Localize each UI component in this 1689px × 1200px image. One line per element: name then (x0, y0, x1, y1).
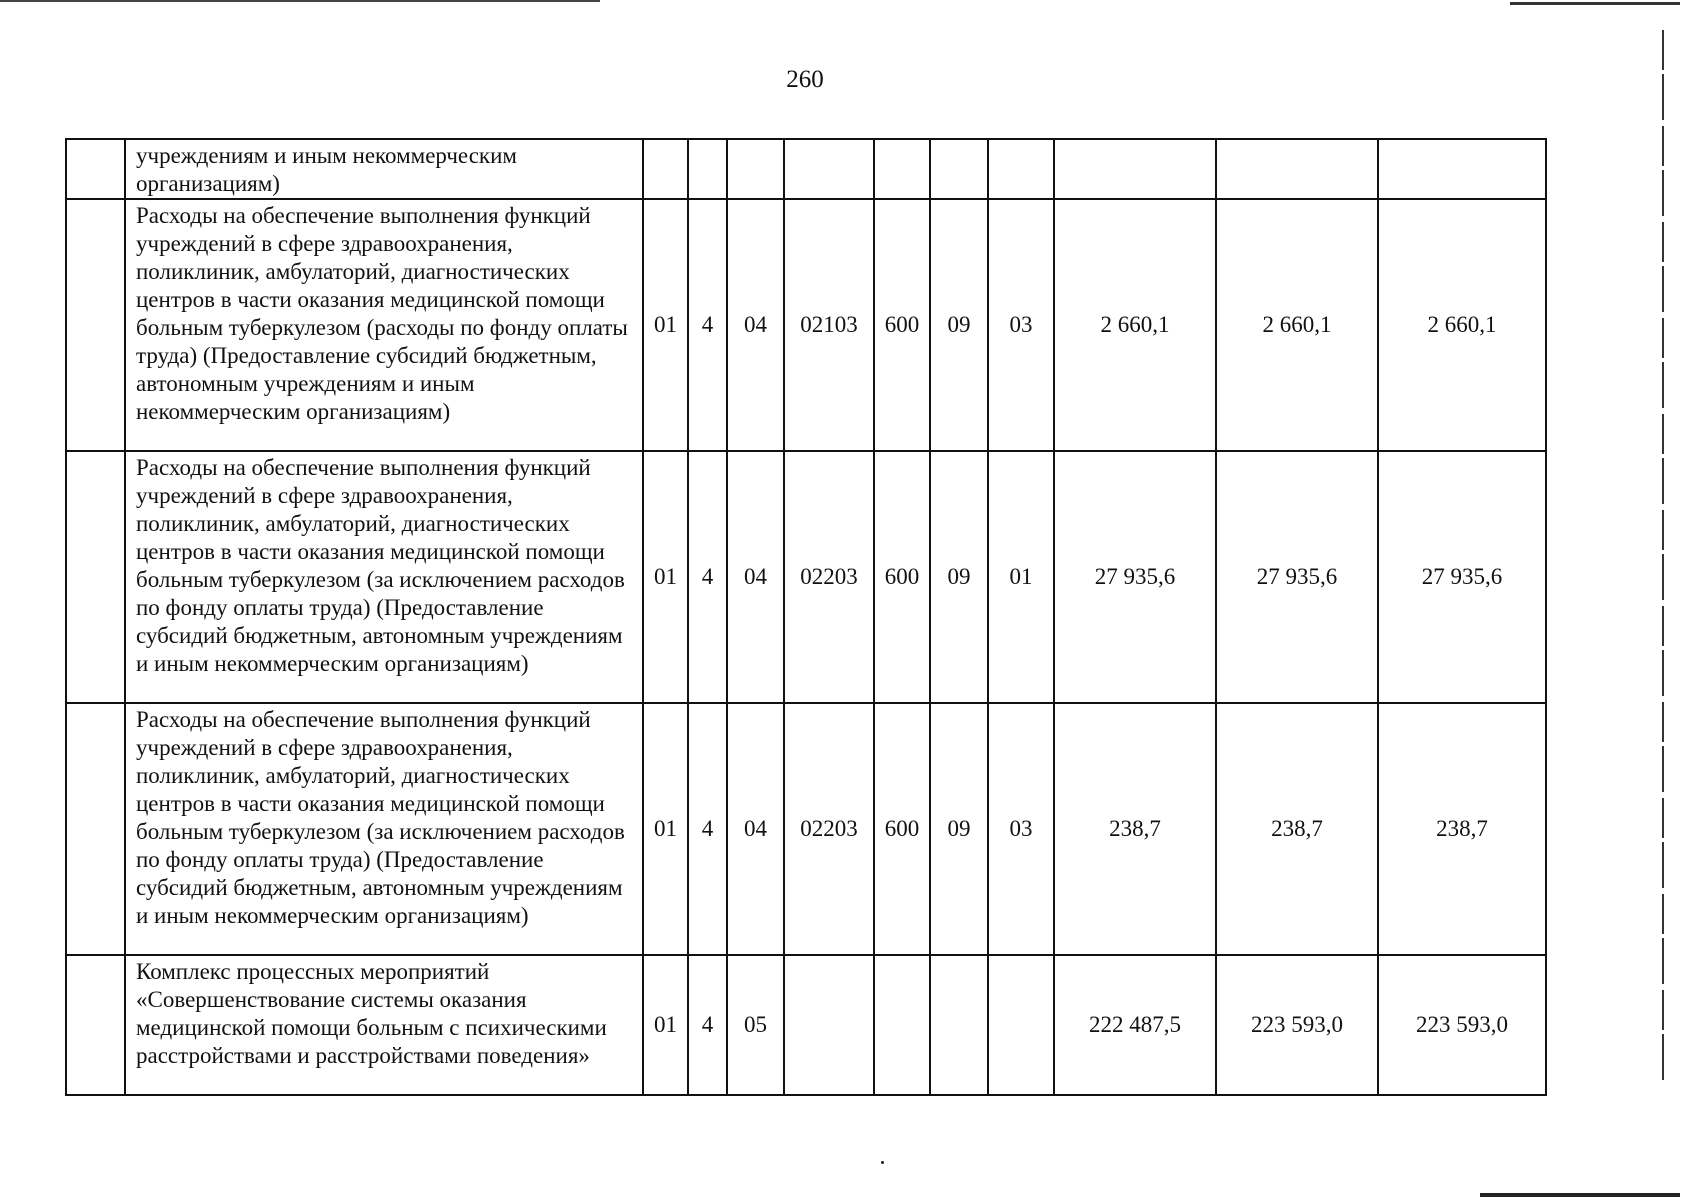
description-cell: Комплекс процессных мероприятий «Совершенствование системы оказания медицинской помощи больным с психическими расстройствами и расстройствами поведения» (125, 955, 643, 1095)
code-cell (988, 955, 1054, 1095)
description-cell: Расходы на обеспечение выполнения функций учреждений в сфере здравоохранения, поликлиник, амбулаторий, диагностических центров в части оказания медицинской помощи больным туберкулезом (за исключением расходов по фонду оплаты труда) (Предоставление субсидий бюджетным, автономным учреждениям и иным некоммерческим организациям) (125, 451, 643, 703)
scan-edge-bottom-right (1480, 1193, 1680, 1197)
code-cell (874, 139, 930, 199)
amount-cell: 238,7 (1054, 703, 1216, 955)
amount-cell: 222 487,5 (1054, 955, 1216, 1095)
table-row (66, 703, 1546, 955)
code-cell (688, 139, 727, 199)
code-cell: 09 (930, 703, 988, 955)
code-cell: 4 (688, 199, 727, 451)
scan-edge-top (0, 0, 600, 2)
code-cell: 600 (874, 451, 930, 703)
amount-cell: 2 660,1 (1054, 199, 1216, 451)
code-cell (930, 139, 988, 199)
code-cell: 01 (988, 451, 1054, 703)
code-cell: 04 (727, 199, 784, 451)
code-cell: 09 (930, 451, 988, 703)
code-cell: 01 (643, 451, 688, 703)
code-cell: 03 (988, 703, 1054, 955)
code-cell: 04 (727, 703, 784, 955)
code-cell: 09 (930, 199, 988, 451)
amount-cell: 2 660,1 (1216, 199, 1378, 451)
scan-speck (881, 1161, 884, 1164)
amount-cell: 223 593,0 (1216, 955, 1378, 1095)
amount-cell (1054, 139, 1216, 199)
code-cell: 02203 (784, 451, 874, 703)
code-cell: 01 (643, 955, 688, 1095)
code-cell (930, 955, 988, 1095)
description-cell: Расходы на обеспечение выполнения функций учреждений в сфере здравоохранения, поликлиник, амбулаторий, диагностических центров в части оказания медицинской помощи больным туберкулезом (расходы по фонду оплаты труда) (Предоставление субсидий бюджетным, автономным учреждениям и иным некоммерческим организациям) (125, 199, 643, 451)
code-cell (643, 139, 688, 199)
amount-cell: 238,7 (1378, 703, 1546, 955)
amount-cell: 238,7 (1216, 703, 1378, 955)
table-row (66, 955, 1546, 1095)
table-row (66, 451, 1546, 703)
code-cell (988, 139, 1054, 199)
table-row (66, 199, 1546, 451)
row-index-cell (66, 139, 125, 199)
row-index-cell (66, 451, 125, 703)
description-cell: учреждениям и иным некоммерческим организациям) (125, 139, 643, 199)
code-cell: 01 (643, 703, 688, 955)
amount-cell: 223 593,0 (1378, 955, 1546, 1095)
code-cell: 04 (727, 451, 784, 703)
code-cell: 4 (688, 955, 727, 1095)
code-cell (874, 955, 930, 1095)
budget-table (65, 138, 1547, 1096)
code-cell: 02203 (784, 703, 874, 955)
amount-cell (1378, 139, 1546, 199)
code-cell: 600 (874, 703, 930, 955)
amount-cell: 2 660,1 (1378, 199, 1546, 451)
scan-edge-right (1662, 30, 1664, 1080)
code-cell (784, 955, 874, 1095)
code-cell (727, 139, 784, 199)
amount-cell: 27 935,6 (1216, 451, 1378, 703)
code-cell: 05 (727, 955, 784, 1095)
table-row (66, 139, 1546, 199)
amount-cell: 27 935,6 (1054, 451, 1216, 703)
code-cell (784, 139, 874, 199)
scan-edge-top-right (1510, 2, 1680, 5)
code-cell: 4 (688, 451, 727, 703)
amount-cell: 27 935,6 (1378, 451, 1546, 703)
code-cell: 03 (988, 199, 1054, 451)
code-cell: 02103 (784, 199, 874, 451)
row-index-cell (66, 955, 125, 1095)
code-cell: 600 (874, 199, 930, 451)
code-cell: 01 (643, 199, 688, 451)
amount-cell (1216, 139, 1378, 199)
row-index-cell (66, 703, 125, 955)
description-cell: Расходы на обеспечение выполнения функций учреждений в сфере здравоохранения, поликлиник, амбулаторий, диагностических центров в части оказания медицинской помощи больным туберкулезом (за исключением расходов по фонду оплаты труда) (Предоставление субсидий бюджетным, автономным учреждениям и иным некоммерческим организациям) (125, 703, 643, 955)
code-cell: 4 (688, 703, 727, 955)
row-index-cell (66, 199, 125, 451)
page-number: 260 (786, 66, 824, 93)
